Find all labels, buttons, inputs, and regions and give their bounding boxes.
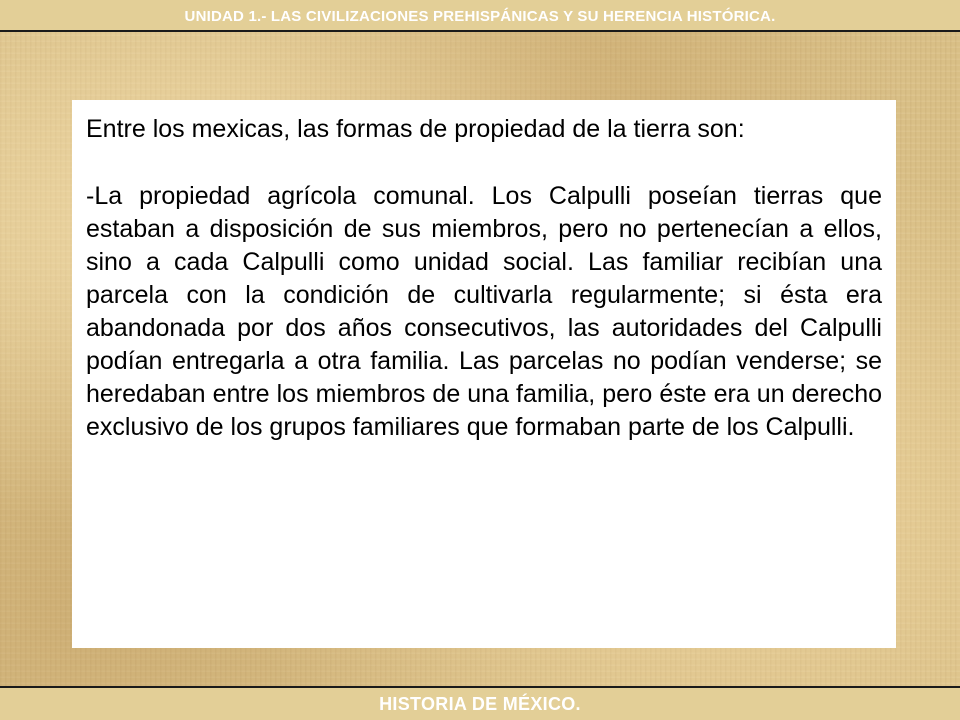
unit-title: UNIDAD 1.- LAS CIVILIZACIONES PREHISPÁNICAS Y SU HERENCIA HISTÓRICA. <box>184 7 776 25</box>
header-bar <box>0 0 960 32</box>
content-text-box <box>72 100 896 648</box>
course-title: HISTORIA DE MÉXICO. <box>379 693 581 714</box>
body-paragraph: -La propiedad agrícola comunal. Los Calpulli poseían tierras que estaban a disposición de sus miembros, pero no pertenecían a ellos, sino a cada Calpulli como unidad social. Las familiar recibían una parcela con la condición de cultivarla regularmente; si ésta era abandonada por dos años consecutivos, las autoridades del Calpulli podían entregarla a otra familia. Las parcelas no podían venderse; se heredaban entre los miembros de una familia, pero éste era un derecho exclusivo de los grupos familiares que formaban parte de los Calpulli. <box>86 182 882 441</box>
intro-text: Entre los mexicas, las formas de propiedad de la tierra son: <box>86 115 745 143</box>
footer-bar <box>0 686 960 720</box>
